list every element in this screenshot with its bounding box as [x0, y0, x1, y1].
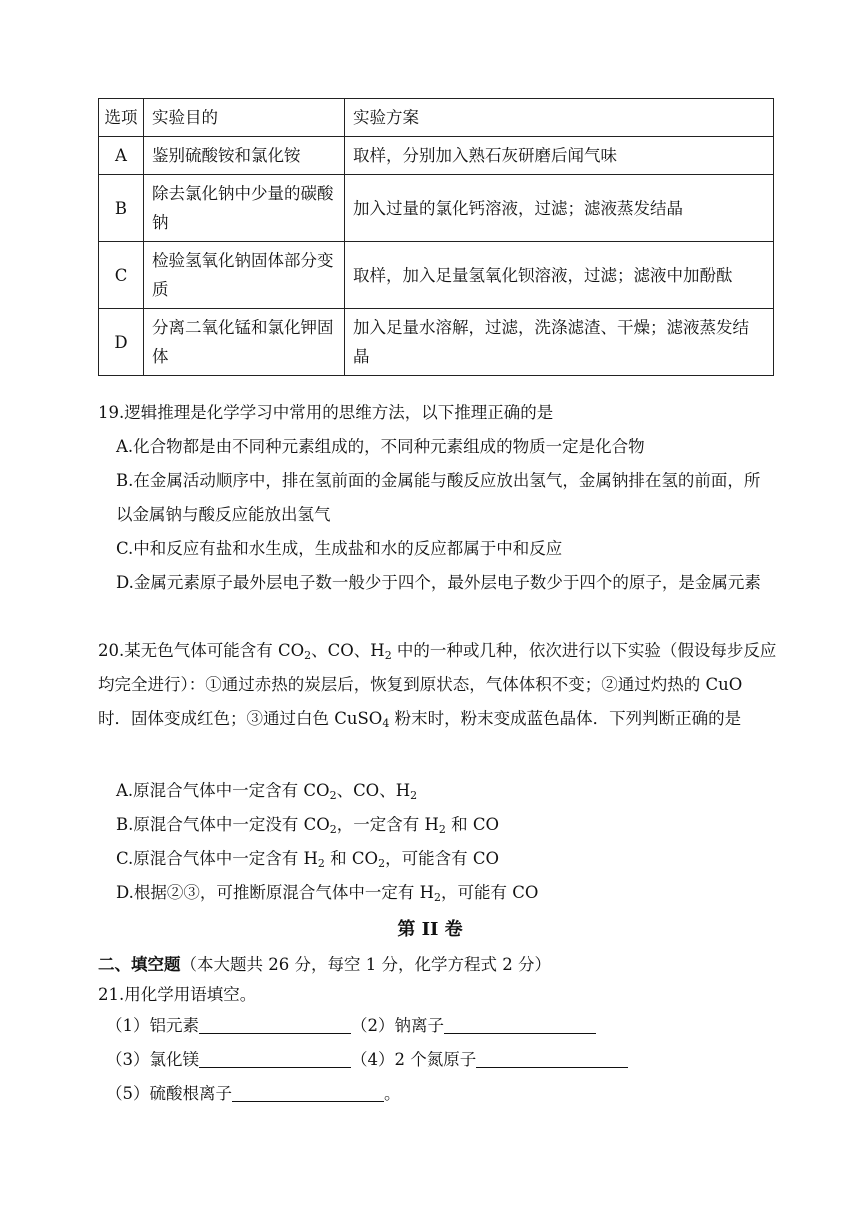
fill-row	[106, 1009, 596, 1043]
question-20-option-c: C.原混合气体中一定含有 $H_2$ 和 $CO_2$，可能含有 CO	[116, 849, 499, 870]
plan-cell: 加入过量的氯化钙溶液，过滤；滤液蒸发结晶	[345, 175, 774, 242]
end-mark: 。	[384, 1084, 401, 1103]
table-row	[99, 175, 774, 242]
question-20-option-b: B.原混合气体中一定没有 $CO_2$，一定含有 $H_2$ 和 CO	[116, 815, 500, 836]
answer-blank	[199, 1051, 351, 1068]
answer-blank	[444, 1017, 596, 1034]
question-19-option-d: D.金属元素原子最外层电子数一般少于四个，最外层电子数少于四个的原子，是金属元素	[116, 573, 761, 592]
plan-cell: 取样，加入足量氢氧化钡溶液，过滤；滤液中加酚酞	[345, 242, 774, 309]
section-title: 第 II 卷	[397, 919, 463, 940]
answer-blank	[476, 1051, 628, 1068]
question-19-option-b: B.在金属活动顺序中，排在氢前面的金属能与酸反应放出氢气，金属钠排在氢的前面，所以金属钠与酸反应能放出氢气	[116, 471, 761, 524]
question-20-stem: 20.某无色气体可能含有 $CO_2$、CO、$H_2$ 中的一种或几种，依次进行以下实验（假设每步反应均完全进行）：①通过赤热的炭层后，恢复到原状态，气体体积不变；②通过灼热的 CuO 时．固体变成红色；③通过白色 CuSO$_4$ 粉末时，粉末变成蓝色晶体．下列判断正确的是	[98, 641, 777, 730]
table-header-cell: 实验目的	[144, 99, 345, 137]
answer-blank	[232, 1085, 384, 1102]
purpose-cell: 除去氯化钠中少量的碳酸钠	[144, 175, 345, 242]
question-20-option-d: D.根据②③，可推断原混合气体中一定有 $H_2$，可能有 CO	[116, 883, 539, 904]
table-row	[99, 137, 774, 175]
section-heading: 二、填空题（本大题共 26 分，每空 1 分，化学方程式 2 分）	[98, 955, 551, 974]
table-header-cell: 选项	[99, 99, 144, 137]
question-21-stem: 21.用化学用语填空。	[98, 985, 257, 1004]
fill-item-label: （3）氯化镁	[106, 1050, 199, 1069]
fill-item-label: （5）硫酸根离子	[106, 1084, 232, 1103]
option-cell: B	[99, 175, 144, 242]
purpose-cell: 鉴别硫酸铵和氯化铵	[144, 137, 345, 175]
fill-row	[106, 1043, 628, 1077]
table-header-cell: 实验方案	[345, 99, 774, 137]
answer-blank	[199, 1017, 351, 1034]
options-table	[98, 98, 774, 376]
question-19-option-c: C.中和反应有盐和水生成，生成盐和水的反应都属于中和反应	[116, 539, 563, 558]
table-header-row	[99, 99, 774, 137]
option-cell: D	[99, 309, 144, 376]
option-cell: C	[99, 242, 144, 309]
question-19-option-a: A.化合物都是由不同种元素组成的，不同种元素组成的物质一定是化合物	[116, 437, 645, 456]
fill-item-label: （1）铝元素	[106, 1016, 199, 1035]
question-19-stem: 19.逻辑推理是化学学习中常用的思维方法，以下推理正确的是	[98, 403, 554, 422]
table-row	[99, 309, 774, 376]
purpose-cell: 检验氢氧化钠固体部分变质	[144, 242, 345, 309]
table-row	[99, 242, 774, 309]
plan-cell: 加入足量水溶解，过滤，洗涤滤渣、干燥；滤液蒸发结晶	[345, 309, 774, 376]
fill-item-label: （4）2 个氮原子	[351, 1050, 477, 1069]
fill-item-label: （2）钠离子	[351, 1016, 444, 1035]
option-cell: A	[99, 137, 144, 175]
plan-cell: 取样，分别加入熟石灰研磨后闻气味	[345, 137, 774, 175]
purpose-cell: 分离二氧化锰和氯化钾固体	[144, 309, 345, 376]
fill-row	[106, 1077, 401, 1111]
question-20-option-a: A.原混合气体中一定含有 $CO_2$、CO、$H_2$	[116, 781, 418, 802]
